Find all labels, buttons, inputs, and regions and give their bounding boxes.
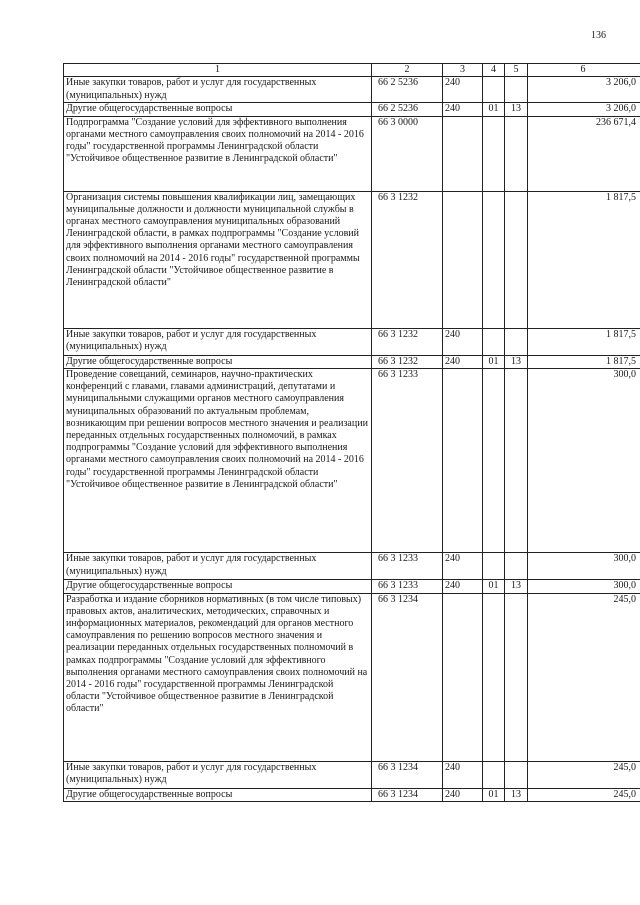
table-row bbox=[64, 369, 640, 553]
row-name: Иные закупки товаров, работ и услуг для государственных (муниципальных) нужд bbox=[64, 553, 372, 580]
row-sum: 300,0 bbox=[528, 553, 640, 580]
table-row bbox=[64, 593, 640, 761]
row-vr: 240 bbox=[443, 328, 483, 355]
row-code: 66 3 1232 bbox=[372, 328, 443, 355]
row-pr bbox=[505, 328, 528, 355]
row-code: 66 3 1232 bbox=[372, 191, 443, 328]
table-row bbox=[64, 761, 640, 788]
row-vr bbox=[443, 116, 483, 191]
table-row bbox=[64, 116, 640, 191]
row-rz bbox=[483, 191, 505, 328]
row-name: Иные закупки товаров, работ и услуг для государственных (муниципальных) нужд bbox=[64, 761, 372, 788]
table-row bbox=[64, 580, 640, 594]
row-name: Другие общегосударственные вопросы bbox=[64, 788, 372, 802]
row-sum: 300,0 bbox=[528, 580, 640, 594]
row-rz bbox=[483, 369, 505, 553]
row-code: 66 3 1233 bbox=[372, 369, 443, 553]
row-name: Разработка и издание сборников нормативных (в том числе типовых) правовых актов, аналитических, методических, справочных и информационных материалов, рекомендаций для органов местного самоуправления по решению вопросов местного значения и реализации переданных отдельных государственных полномочий в рамках подпрограммы "Создание условий для эффективного выполнения органами местного самоуправления своих полномочий на 2014 - 2016 годы" государственной программы Ленинградской области "Устойчивое общественное развитие в Ленинградской области" bbox=[64, 593, 372, 761]
header-col-1: 1 bbox=[64, 64, 372, 77]
row-name: Организация системы повышения квалификации лиц, замещающих муниципальные должности и должности муниципальной службы в органах местного самоуправления муниципальных образований Ленинградской области, в рамках подпрограммы "Создание условий для эффективного выполнения органами местного самоуправления своих полномочий на 2014 - 2016 годы" государственной программы Ленинградской области "Устойчивое общественное развитие в Ленинградской области" bbox=[64, 191, 372, 328]
header-col-5: 5 bbox=[505, 64, 528, 77]
row-name: Другие общегосударственные вопросы bbox=[64, 580, 372, 594]
row-code: 66 2 5236 bbox=[372, 103, 443, 117]
table-row bbox=[64, 328, 640, 355]
row-rz: 01 bbox=[483, 355, 505, 369]
row-pr bbox=[505, 191, 528, 328]
row-pr: 13 bbox=[505, 355, 528, 369]
table-row bbox=[64, 191, 640, 328]
row-rz: 01 bbox=[483, 103, 505, 117]
row-sum: 1 817,5 bbox=[528, 355, 640, 369]
row-vr: 240 bbox=[443, 580, 483, 594]
row-sum: 300,0 bbox=[528, 369, 640, 553]
row-pr bbox=[505, 553, 528, 580]
row-name: Иные закупки товаров, работ и услуг для государственных (муниципальных) нужд bbox=[64, 328, 372, 355]
row-name: Другие общегосударственные вопросы bbox=[64, 103, 372, 117]
row-pr bbox=[505, 593, 528, 761]
header-col-3: 3 bbox=[443, 64, 483, 77]
row-rz bbox=[483, 553, 505, 580]
row-name: Подпрограмма "Создание условий для эффективного выполнения органами местного самоуправления своих полномочий на 2014 - 2016 годы" государственной программы Ленинградской области "Устойчивое общественное развитие в Ленинградской области" bbox=[64, 116, 372, 191]
header-col-6: 6 bbox=[528, 64, 640, 77]
row-pr: 13 bbox=[505, 103, 528, 117]
row-pr bbox=[505, 77, 528, 103]
row-vr bbox=[443, 593, 483, 761]
row-sum: 236 671,4 bbox=[528, 116, 640, 191]
row-pr bbox=[505, 761, 528, 788]
row-code: 66 2 5236 bbox=[372, 77, 443, 103]
row-vr: 240 bbox=[443, 553, 483, 580]
row-vr: 240 bbox=[443, 788, 483, 802]
row-code: 66 3 1233 bbox=[372, 580, 443, 594]
row-sum: 245,0 bbox=[528, 761, 640, 788]
row-rz bbox=[483, 116, 505, 191]
row-pr bbox=[505, 369, 528, 553]
page-number: 136 bbox=[591, 30, 606, 41]
row-pr: 13 bbox=[505, 788, 528, 802]
row-vr bbox=[443, 369, 483, 553]
row-vr bbox=[443, 191, 483, 328]
row-vr: 240 bbox=[443, 77, 483, 103]
row-code: 66 3 1234 bbox=[372, 788, 443, 802]
row-pr bbox=[505, 116, 528, 191]
row-vr: 240 bbox=[443, 761, 483, 788]
row-pr: 13 bbox=[505, 580, 528, 594]
row-sum: 1 817,5 bbox=[528, 328, 640, 355]
header-col-2: 2 bbox=[372, 64, 443, 77]
row-name: Другие общегосударственные вопросы bbox=[64, 355, 372, 369]
row-code: 66 3 0000 bbox=[372, 116, 443, 191]
row-name: Проведение совещаний, семинаров, научно-практических конференций с главами, главами администраций, депутатами и муниципальными служащими органов местного самоуправления муниципальных образований по актуальным проблемам, возникающим при решении вопросов местного значения и реализации переданных отдельных государственных полномочий, в рамках подпрограммы "Создание условий для эффективного выполнения органами местного самоуправления своих полномочий на 2014 - 2016 годы" государственной программы Ленинградской области "Устойчивое общественное развитие в Ленинградской области" bbox=[64, 369, 372, 553]
row-sum: 3 206,0 bbox=[528, 103, 640, 117]
row-code: 66 3 1233 bbox=[372, 553, 443, 580]
row-name: Иные закупки товаров, работ и услуг для государственных (муниципальных) нужд bbox=[64, 77, 372, 103]
budget-table bbox=[63, 63, 640, 802]
row-rz bbox=[483, 77, 505, 103]
table-row bbox=[64, 77, 640, 103]
row-rz bbox=[483, 328, 505, 355]
table-row bbox=[64, 553, 640, 580]
row-rz bbox=[483, 593, 505, 761]
table-row bbox=[64, 788, 640, 802]
row-code: 66 3 1234 bbox=[372, 593, 443, 761]
header-row bbox=[64, 64, 640, 77]
row-code: 66 3 1234 bbox=[372, 761, 443, 788]
header-col-4: 4 bbox=[483, 64, 505, 77]
row-code: 66 3 1232 bbox=[372, 355, 443, 369]
row-vr: 240 bbox=[443, 103, 483, 117]
row-sum: 3 206,0 bbox=[528, 77, 640, 103]
table-row bbox=[64, 355, 640, 369]
row-sum: 1 817,5 bbox=[528, 191, 640, 328]
row-vr: 240 bbox=[443, 355, 483, 369]
row-rz: 01 bbox=[483, 788, 505, 802]
row-sum: 245,0 bbox=[528, 593, 640, 761]
table-row bbox=[64, 103, 640, 117]
row-sum: 245,0 bbox=[528, 788, 640, 802]
row-rz: 01 bbox=[483, 580, 505, 594]
row-rz bbox=[483, 761, 505, 788]
